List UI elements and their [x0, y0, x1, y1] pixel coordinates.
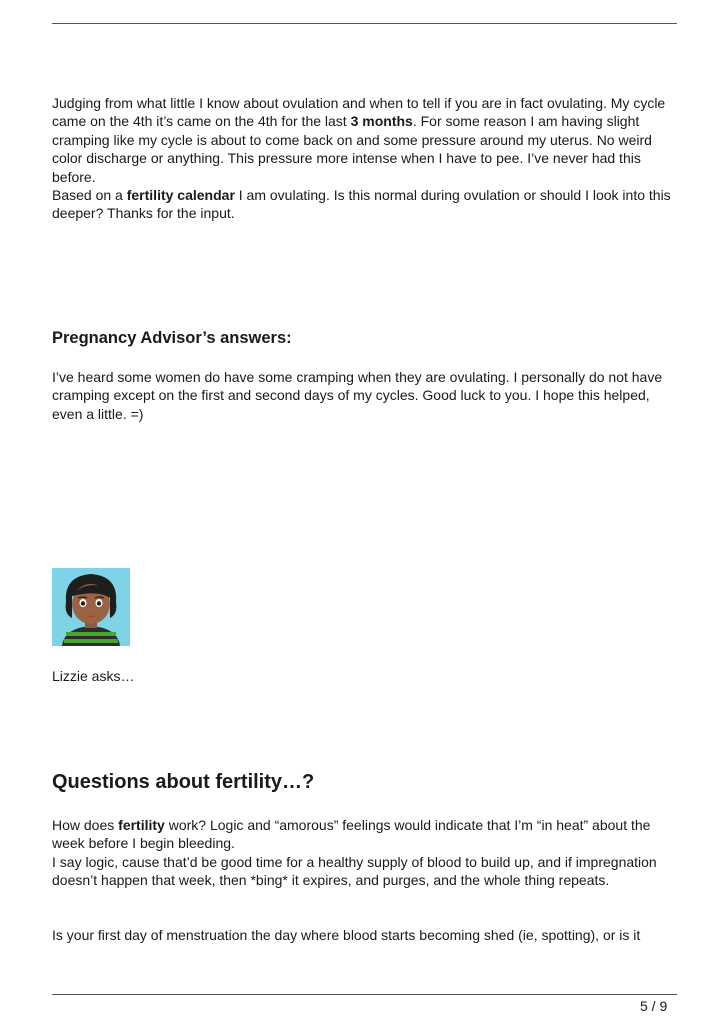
- answers-heading: Pregnancy Advisor’s answers:: [52, 329, 292, 347]
- fertility-question-paragraph: [52, 816, 682, 890]
- asker-label: Lizzie asks…: [52, 668, 135, 684]
- page-number: 5 / 9: [640, 998, 668, 1014]
- fertility-calendar-link[interactable]: fertility calendar: [126, 187, 235, 204]
- header-rule: [52, 23, 677, 24]
- footer-rule: [52, 994, 677, 995]
- answer-paragraph: I’ve heard some women do have some cramping when they are ovulating. I personally do not have cramping except on the first and second days of my cycles. Good luck to you. I hope this helped, even a little. =): [52, 369, 663, 422]
- menstruation-paragraph: Is your first day of menstruation the day where blood starts becoming shed (ie, spotting), or is it: [52, 927, 641, 943]
- woman-avatar-icon: [52, 568, 130, 646]
- question-text: Judging from what little I know about ovulation and when to tell if you are in fact ovulating. My cycle came on the 4th it’s came on the 4th for the last: [52, 95, 666, 130]
- question-paragraph: [52, 94, 682, 223]
- fertility-question-text-cont: work? Logic and “amorous” feelings would indicate that I’m “in heat” about the week before I begin bleeding.: [52, 817, 651, 852]
- logic-paragraph: I say logic, cause that’d be good time for a healthy supply of blood to build up, and if impregnation doesn’t happen that week, then *bing* it expires, and purges, and the whole thing repeats.: [52, 853, 657, 889]
- questions-heading: Questions about fertility…?: [52, 771, 315, 793]
- months-emphasis: 3 months: [350, 113, 413, 130]
- question-text-2: Based on a: [52, 187, 127, 204]
- fertility-link[interactable]: fertility: [118, 817, 165, 833]
- question-text-2-cont: I am ovulating. Is this normal during ovulation or should I look into this deeper? Thanks for the input.: [52, 187, 671, 222]
- fertility-question-text: How does: [52, 817, 119, 833]
- question-text-cont: . For some reason I am having slight cramping like my cycle is about to come back on and some pressure around my uterus. No weird color discharge or anything. This pressure more intense when I have to pee. I’ve never had this before.: [52, 113, 652, 185]
